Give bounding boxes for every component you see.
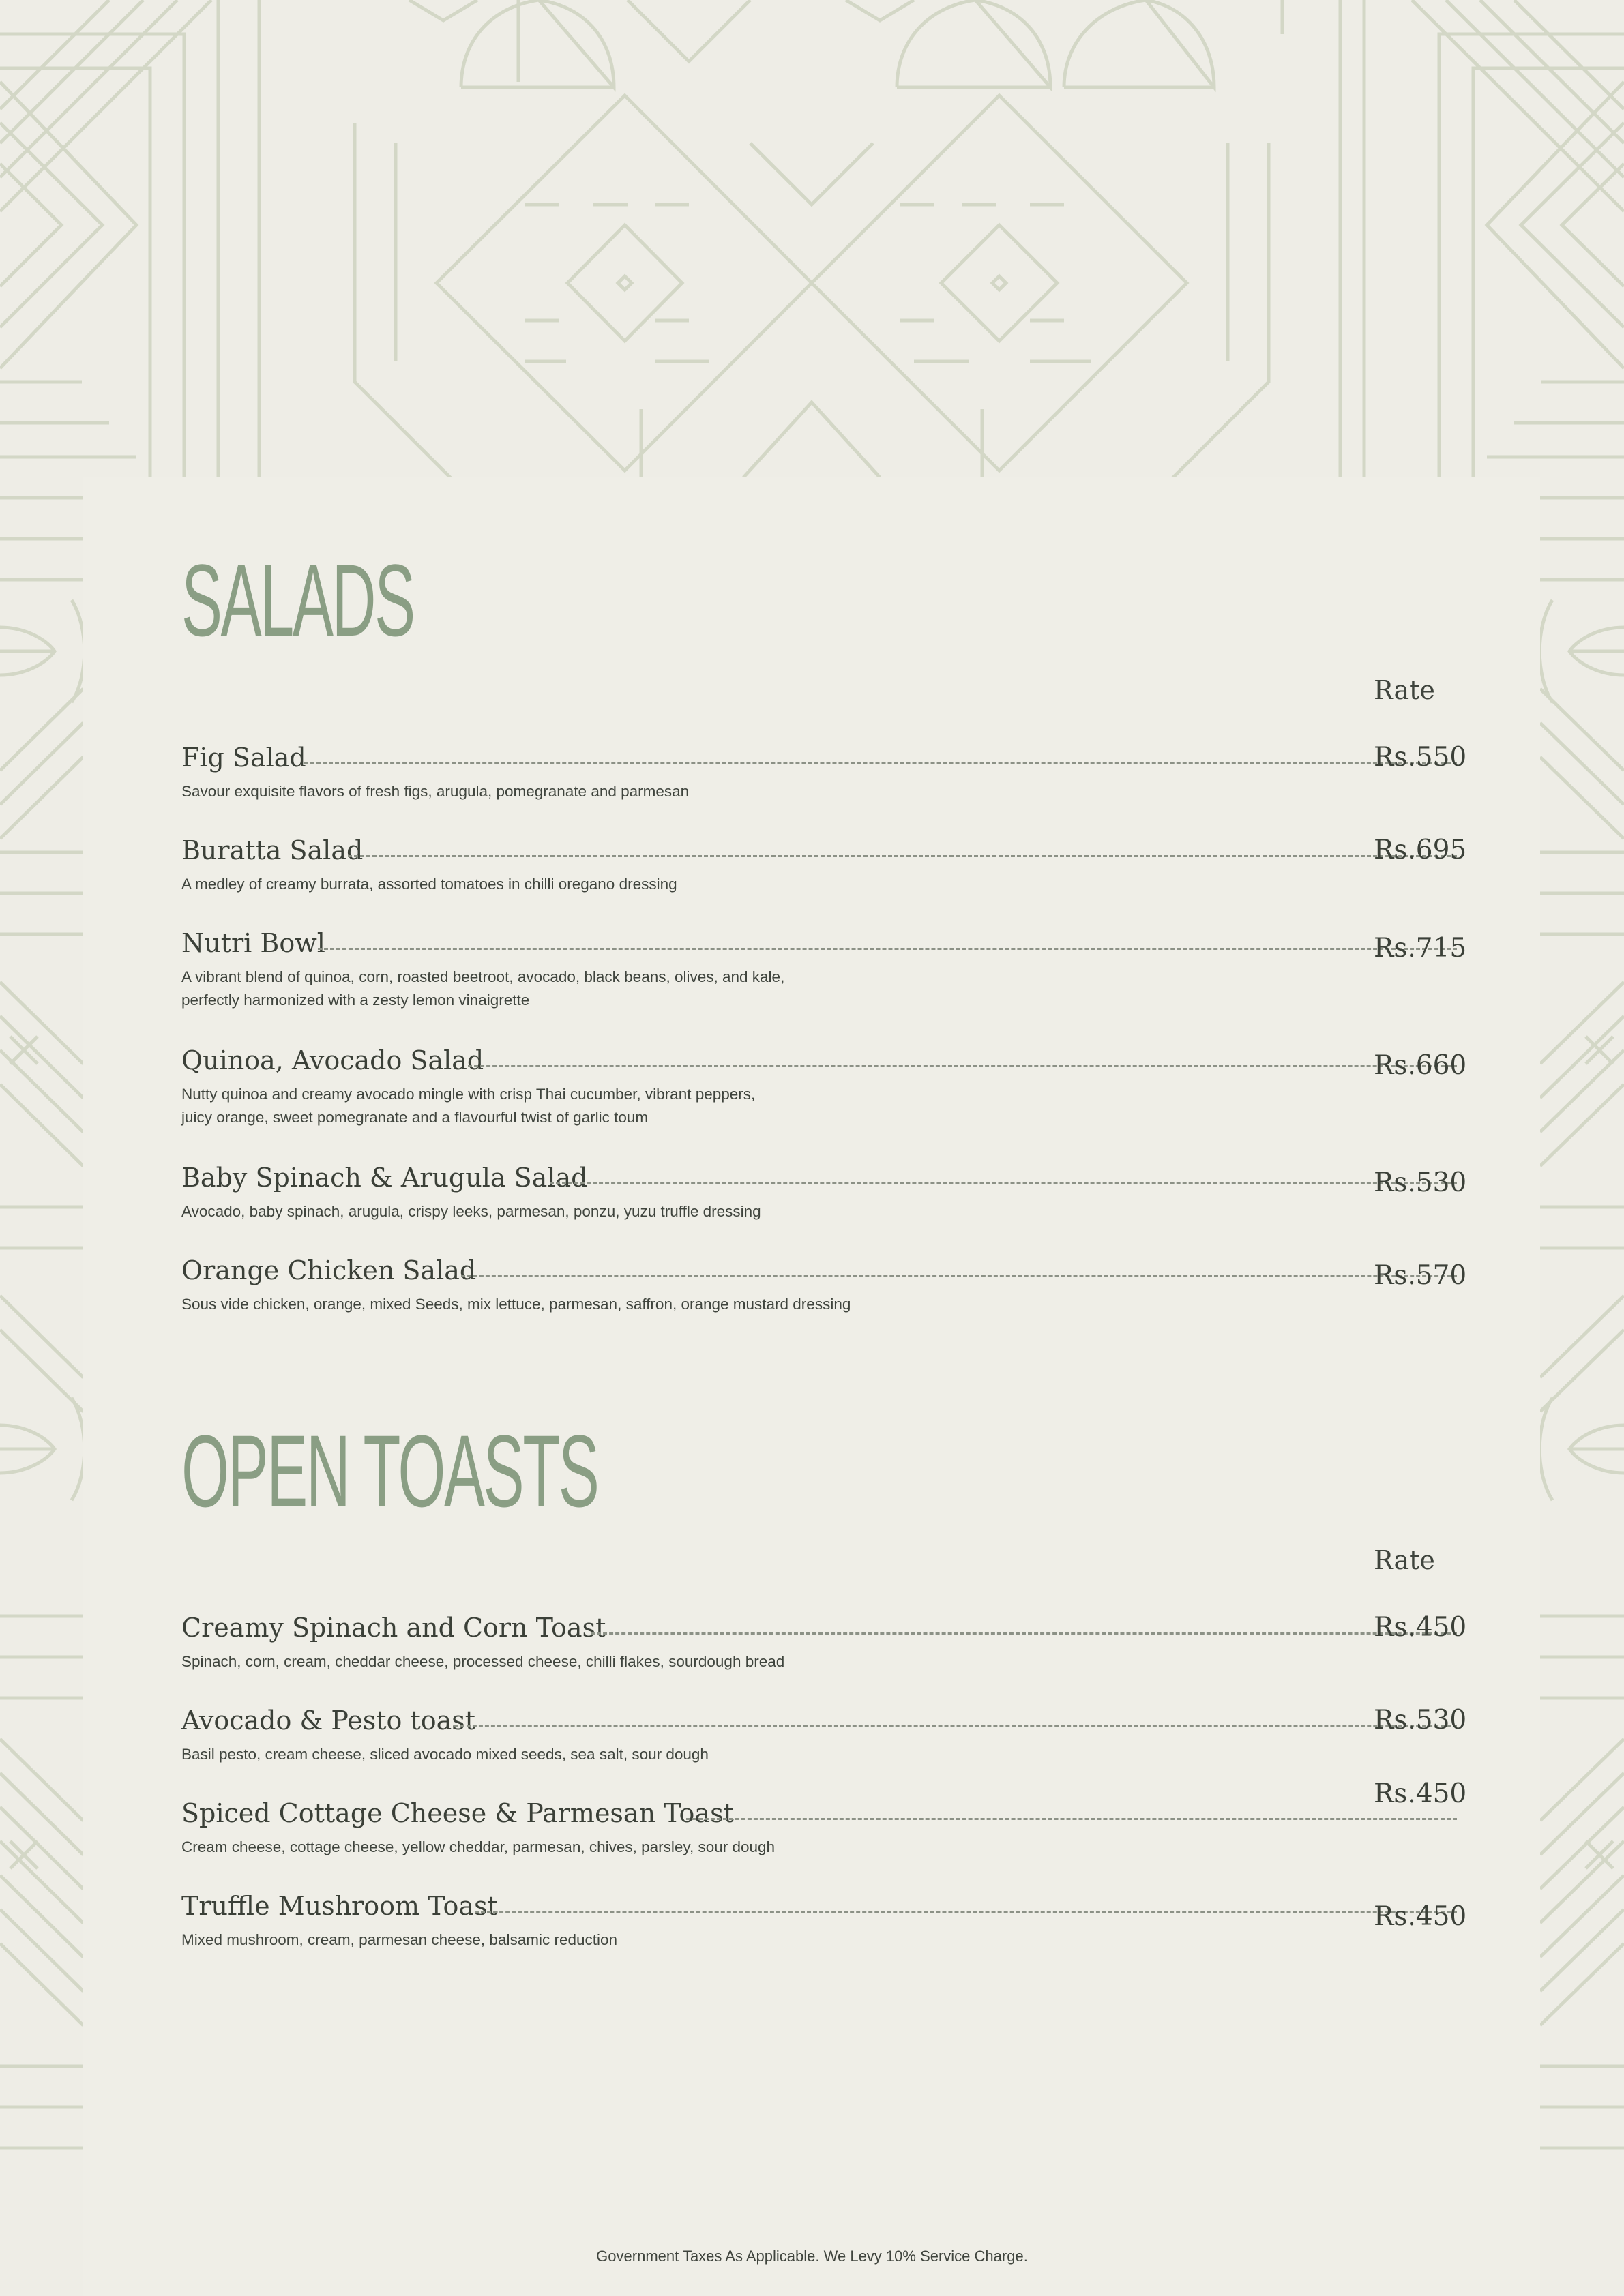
item-price: Rs.450: [1374, 1901, 1467, 1932]
item-description: Savour exquisite flavors of fresh figs, arugula, pomegranate and parmesan: [181, 783, 690, 800]
menu-item: [181, 1890, 1457, 1952]
item-name: Orange Chicken Salad: [181, 1255, 477, 1285]
menu-item: [181, 1045, 1457, 1129]
section-title-salads: SALADS: [181, 543, 414, 657]
item-description: Sous vide chicken, orange, mixed Seeds, mix lettuce, parmesan, saffron, orange mustard dressing: [181, 1296, 851, 1313]
menu-item: [181, 927, 1457, 1012]
item-name: Creamy Spinach and Corn Toast: [181, 1613, 606, 1643]
item-price: Rs.550: [1374, 742, 1467, 773]
dotted-leader: [348, 855, 1457, 857]
menu-item: [181, 1255, 1457, 1316]
dotted-leader: [686, 1818, 1457, 1820]
dotted-leader: [454, 1725, 1457, 1727]
item-price: Rs.570: [1374, 1260, 1467, 1291]
item-name: Fig Salad: [181, 743, 306, 773]
item-description: Avocado, baby spinach, arugula, crispy leeks, parmesan, ponzu, yuzu truffle dressing: [181, 1203, 761, 1220]
item-price: Rs.695: [1374, 835, 1467, 865]
item-description: A vibrant blend of quinoa, corn, roasted beetroot, avocado, black beans, olives, and kale, perfectly harmonized with a zesty lemon vinaigrette: [181, 968, 785, 1009]
item-price: Rs.530: [1374, 1167, 1467, 1198]
rate-column-header: Rate: [1374, 675, 1435, 705]
item-name: Truffle Mushroom Toast: [181, 1891, 498, 1921]
menu-item: [181, 1162, 1457, 1223]
item-description: Mixed mushroom, cream, parmesan cheese, balsamic reduction: [181, 1931, 618, 1948]
item-description: Cream cheese, cottage cheese, yellow cheddar, parmesan, chives, parsley, sour dough: [181, 1838, 776, 1855]
item-description: A medley of creamy burrata, assorted tomatoes in chilli oregano dressing: [181, 876, 677, 893]
dotted-leader: [468, 1065, 1457, 1067]
menu-item: [181, 1705, 1457, 1766]
dotted-leader: [318, 948, 1457, 950]
item-name: Spiced Cottage Cheese & Parmesan Toast: [181, 1798, 734, 1828]
item-description: Basil pesto, cream cheese, sliced avocado mixed seeds, sea salt, sour dough: [181, 1746, 709, 1763]
menu-item: [181, 1612, 1457, 1673]
dotted-leader: [591, 1632, 1457, 1635]
item-price: Rs.660: [1374, 1050, 1467, 1081]
dotted-leader: [550, 1182, 1457, 1184]
item-name: Nutri Bowl: [181, 928, 325, 958]
item-price: Rs.530: [1374, 1705, 1467, 1735]
item-name: Avocado & Pesto toast: [181, 1705, 476, 1735]
dotted-leader: [461, 1275, 1457, 1277]
menu-item: [181, 742, 1457, 803]
item-price: Rs.715: [1374, 933, 1467, 964]
item-price: Rs.450: [1374, 1612, 1467, 1643]
item-description: Spinach, corn, cream, cheddar cheese, processed cheese, chilli flakes, sourdough bread: [181, 1653, 785, 1670]
item-name: Quinoa, Avocado Salad: [181, 1045, 484, 1075]
dotted-leader: [304, 762, 1457, 764]
item-price: Rs.450: [1374, 1778, 1467, 1809]
menu-item: [181, 1798, 1457, 1859]
rate-column-header: Rate: [1374, 1545, 1435, 1575]
item-name: Buratta Salad: [181, 835, 364, 865]
menu-item: [181, 835, 1457, 896]
footer-note: Government Taxes As Applicable. We Levy 10% Service Charge.: [596, 2248, 1028, 2265]
item-name: Baby Spinach & Arugula Salad: [181, 1163, 588, 1193]
dotted-leader: [475, 1911, 1457, 1913]
section-title-open-toasts: OPEN TOASTS: [181, 1414, 598, 1528]
item-description: Nutty quinoa and creamy avocado mingle with crisp Thai cucumber, vibrant peppers, juicy orange, sweet pomegranate and a flavourful twist of garlic toum: [181, 1086, 756, 1126]
